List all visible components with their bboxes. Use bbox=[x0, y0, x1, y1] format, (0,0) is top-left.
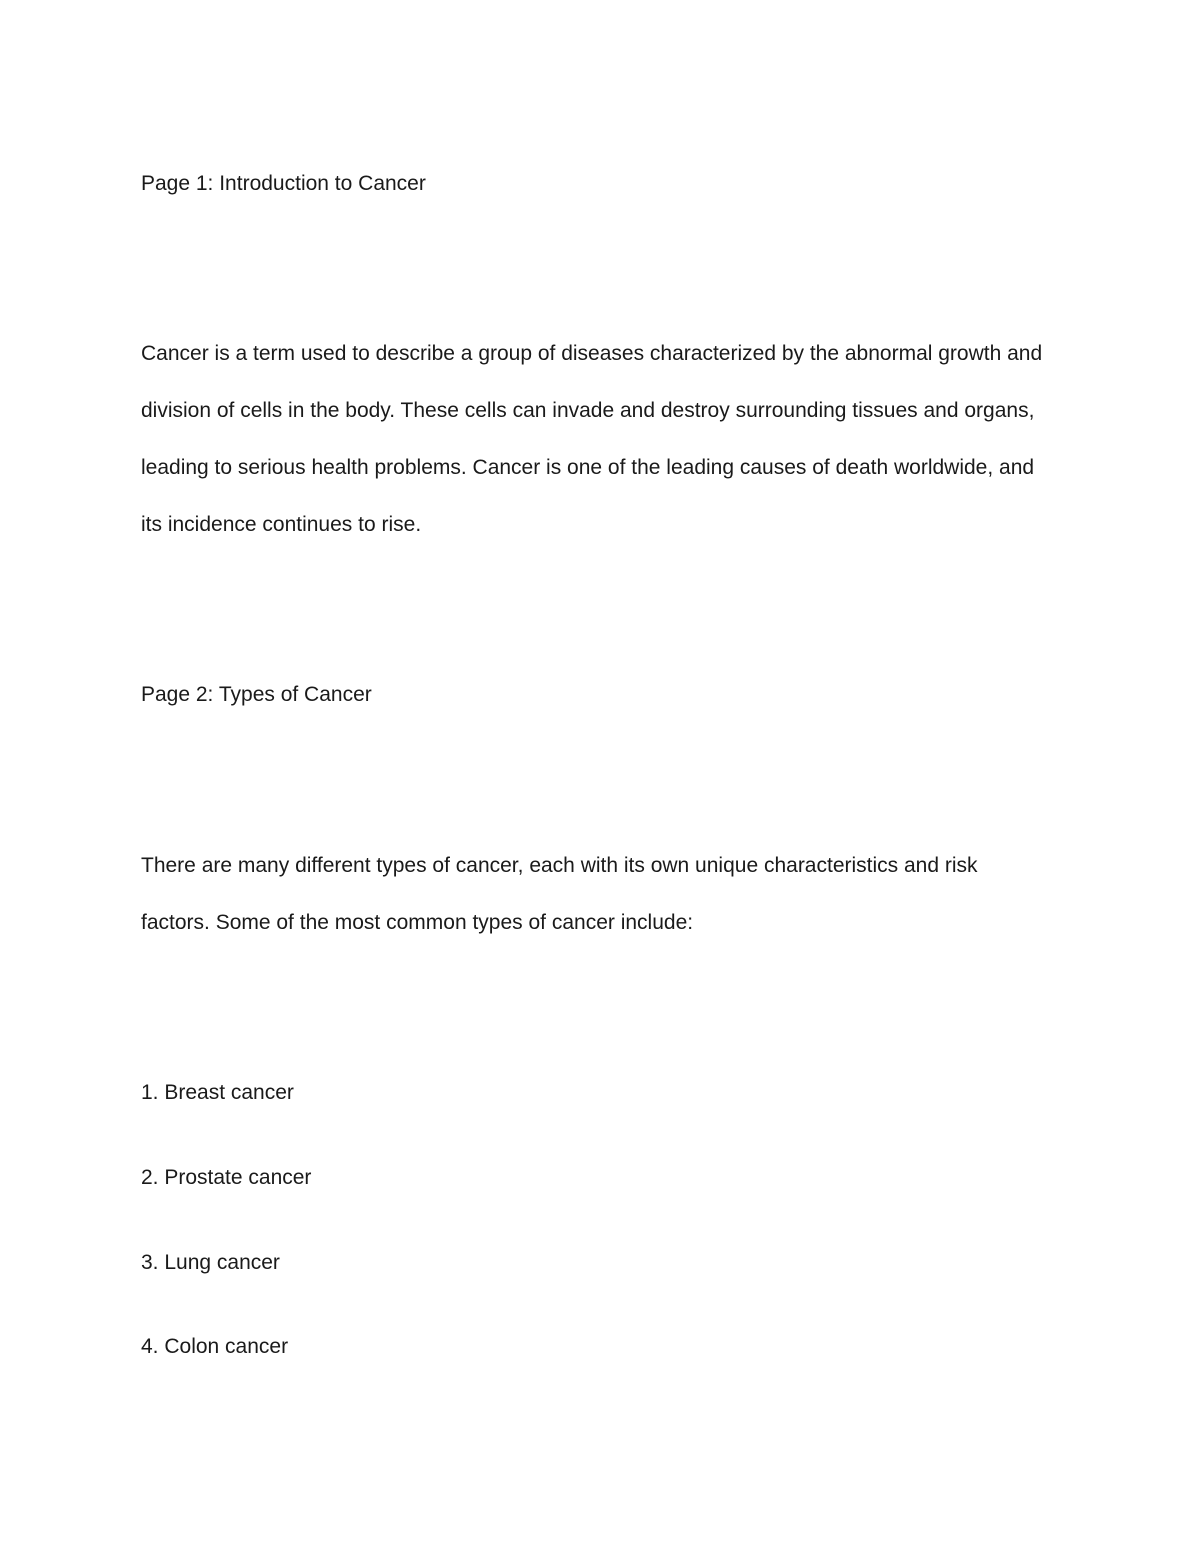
section-heading: Page 1: Introduction to Cancer bbox=[141, 172, 426, 195]
paragraph-line: leading to serious health problems. Cancer is one of the leading causes of death worldwide, and bbox=[141, 456, 1035, 479]
paragraph-line: Cancer is a term used to describe a group of diseases characterized by the abnormal growth and bbox=[141, 342, 1043, 365]
list-item: 4. Colon cancer bbox=[141, 1335, 289, 1358]
section-heading: Page 2: Types of Cancer bbox=[141, 683, 372, 706]
paragraph-line: its incidence continues to rise. bbox=[141, 513, 422, 536]
paragraph-line: factors. Some of the most common types of cancer include: bbox=[141, 911, 694, 934]
list-item: 2. Prostate cancer bbox=[141, 1166, 312, 1189]
paragraph-line: division of cells in the body. These cells can invade and destroy surrounding tissues and organs, bbox=[141, 399, 1035, 422]
list-item: 1. Breast cancer bbox=[141, 1081, 294, 1104]
paragraph-line: There are many different types of cancer, each with its own unique characteristics and risk bbox=[141, 854, 978, 877]
list-item: 3. Lung cancer bbox=[141, 1251, 280, 1274]
